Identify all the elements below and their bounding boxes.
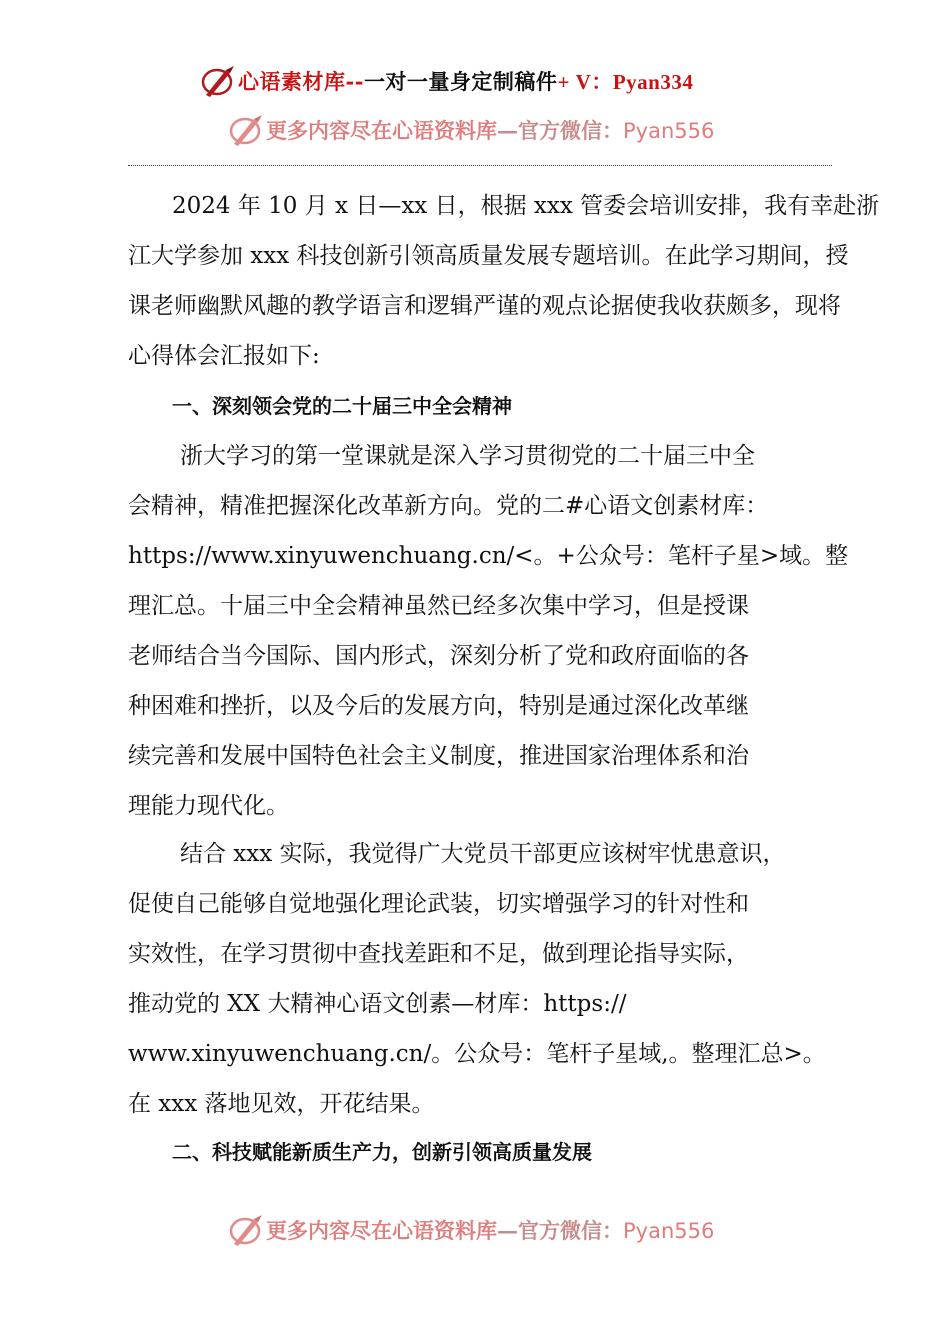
body-line: 理汇总。十届三中全会精神虽然已经多次集中学习，但是授课	[128, 593, 749, 619]
body-line: 种困难和挫折，以及今后的发展方向，特别是通过深化改革继	[128, 693, 749, 719]
header-contact: + V：Pyan334	[557, 70, 694, 94]
quill-logo-icon	[200, 64, 238, 98]
header-divider	[128, 165, 832, 166]
body-line: https://www.xinyuwenchuang.cn/<。+公众号：笔杆子星>域。整	[128, 543, 849, 569]
body-line: 促使自己能够自觉地强化理论武装，切实增强学习的针对性和	[128, 891, 749, 917]
quill-watermark-icon	[228, 1213, 266, 1247]
watermark-bottom	[228, 1210, 714, 1250]
section-heading: 二、科技赋能新质生产力，创新引领高质量发展	[172, 1140, 592, 1164]
section-heading: 一、深刻领会党的二十届三中全会精神	[172, 394, 512, 418]
body-line: 江大学参加 xxx 科技创新引领高质量发展专题培训。在此学习期间，授	[128, 243, 849, 269]
body-line: 心得体会汇报如下:	[128, 343, 320, 369]
header-brand: 心语素材库	[238, 69, 346, 94]
body-line: 实效性，在学习贯彻中查找差距和不足，做到理论指导实际，	[128, 941, 749, 967]
watermark-separator: —官方微信：	[497, 118, 623, 143]
body-line: 理能力现代化。	[128, 793, 289, 819]
body-line: 推动党的 XX 大精神心语文创素—材库：https://	[128, 991, 627, 1017]
document-header	[200, 64, 760, 98]
header-dashes: --	[345, 69, 364, 94]
body-line: 续完善和发展中国特色社会主义制度，推进国家治理体系和治	[128, 743, 749, 769]
body-line: 2024 年 10 月 x 日—xx 日，根据 xxx 管委会培训安排，我有幸赴浙	[172, 193, 880, 219]
watermark-prefix: 更多内容尽在心语资料库	[266, 1218, 497, 1243]
watermark-id: Pyan556	[623, 1219, 715, 1243]
watermark-separator: —官方微信：	[497, 1218, 623, 1243]
body-line: 会精神，精准把握深化改革新方向。党的二#心语文创素材库：	[128, 493, 769, 519]
watermark-top	[228, 110, 714, 150]
quill-watermark-icon	[228, 113, 266, 147]
body-line: 老师结合当今国际、国内形式，深刻分析了党和政府面临的各	[128, 643, 749, 669]
body-line: 课老师幽默风趣的教学语言和逻辑严谨的观点论据使我收获颇多，现将	[128, 293, 841, 319]
body-line: 浙大学习的第一堂课就是深入学习贯彻党的二十届三中全	[180, 443, 755, 469]
header-service: 一对一量身定制稿件	[363, 70, 558, 94]
watermark-prefix: 更多内容尽在心语资料库	[266, 118, 497, 143]
body-line: 结合 xxx 实际，我觉得广大党员干部更应该树牢忧患意识，	[180, 841, 786, 867]
body-line: 在 xxx 落地见效，开花结果。	[128, 1091, 435, 1117]
watermark-id: Pyan556	[623, 119, 715, 143]
body-line: www.xinyuwenchuang.cn/。公众号：笔杆子星域,。整理汇总>。	[128, 1041, 826, 1067]
